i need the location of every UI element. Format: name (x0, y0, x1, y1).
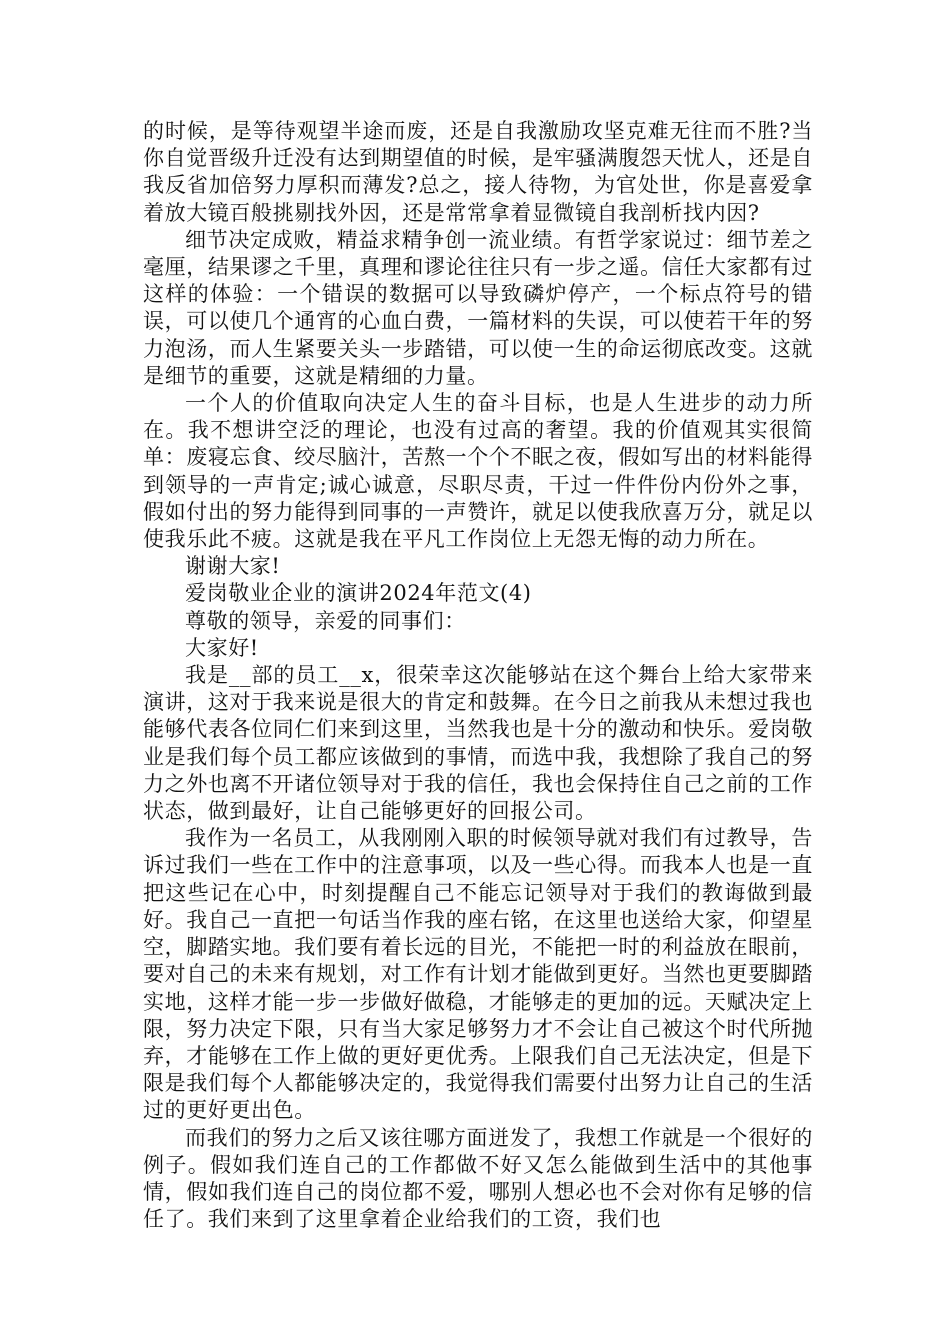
paragraph-effort: 而我们的努力之后又该往哪方面迸发了，我想工作就是一个很好的例子。假如我们连自己的工作都做不好又怎么能做到生活中的其他事情，假如我们连自己的岗位都不爱，哪别人想必也不会对你有足够的信任了。我们来到了这里拿着企业给我们的工资，我们也 (143, 1125, 813, 1232)
paragraph-continuation: 的时候，是等待观望半途而废，还是自我激励攻坚克难无往而不胜?当你自觉晋级升迁没有达到期望值的时候，是牢骚满腹怨天忧人，还是自我反省加倍努力厚积而薄发?总之，接人待物，为官处世，你是喜爱拿着放大镜百般挑剔找外因，还是常常拿着显微镜自我剖析找内因? (143, 119, 813, 225)
document-page (143, 118, 813, 1233)
closing-thanks: 谢谢大家! (185, 554, 281, 579)
paragraph-introduction: 我是__部的员工__x，很荣幸这次能够站在这个舞台上给大家带来演讲，这对于我来说是很大的肯定和鼓舞。在今日之前我从未想过我也能够代表各位同仁们来到这里，当然我也是十分的激动和快乐。爱岗敬业是我们每个员工都应该做到的事情，而选中我，我想除了我自己的努力之外也离不开诸位领导对于我的信任，我也会保持住自己之前的工作状态，做到最好，让自己能够更好的回报公司。 (143, 663, 813, 824)
section-title: 爱岗敬业企业的演讲2024年范文(4) (185, 581, 532, 606)
paragraph-details: 细节决定成败，精益求精争创一流业绩。有哲学家说过：细节差之毫厘，结果谬之千里，真理和谬论往往只有一步之遥。信任大家都有过这样的体验：一个错误的数据可以导致磷炉停产，一个标点符号的错误，可以使几个通宵的心血白费，一篇材料的失误，可以使若干年的努力泡汤，而人生紧要关头一步踏错，可以使一生的命运彻底改变。这就是细节的重要，这就是精细的力量。 (143, 227, 813, 388)
paragraph-motto: 我作为一名员工，从我刚刚入职的时候领导就对我们有过教导，告诉过我们一些在工作中的注意事项，以及一些心得。而我本人也是一直把这些记在心中，时刻提醒自己不能忘记领导对于我们的教诲做到最好。我自己一直把一句话当作我的座右铭，在这里也送给大家，仰望星空，脚踏实地。我们要有着长远的目光，不能把一时的利益放在眼前，要对自己的未来有规划，对工作有计划才能做到更好。当然也更要脚踏实地，这样才能一步一步做好做稳，才能够走的更加的远。天赋决定上限，努力决定下限，只有当大家足够努力才不会让自己被这个时代所抛弃，才能够在工作上做的更好更优秀。上限我们自己无法决定，但是下限是我们每个人都能够决定的，我觉得我们需要付出努力让自己的生活过的更好更出色。 (143, 826, 813, 1123)
salutation: 尊敬的领导，亲爱的同事们： (185, 608, 466, 633)
greeting: 大家好! (185, 635, 259, 660)
paragraph-values: 一个人的价值取向决定人生的奋斗目标，也是人生进步的动力所在。我不想讲空泛的理论，也没有过高的奢望。我的价值观其实很简单：废寝忘食、绞尽脑汁，苦熬一个个不眠之夜，假如写出的材料能得到领导的一声肯定;诚心诚意，尽职尽责，干过一件件份内份外之事，假如付出的努力能得到同事的一声赞许，就足以使我欣喜万分，就足以使我乐此不疲。这就是我在平凡工作岗位上无怨无悔的动力所在。 (143, 391, 813, 552)
